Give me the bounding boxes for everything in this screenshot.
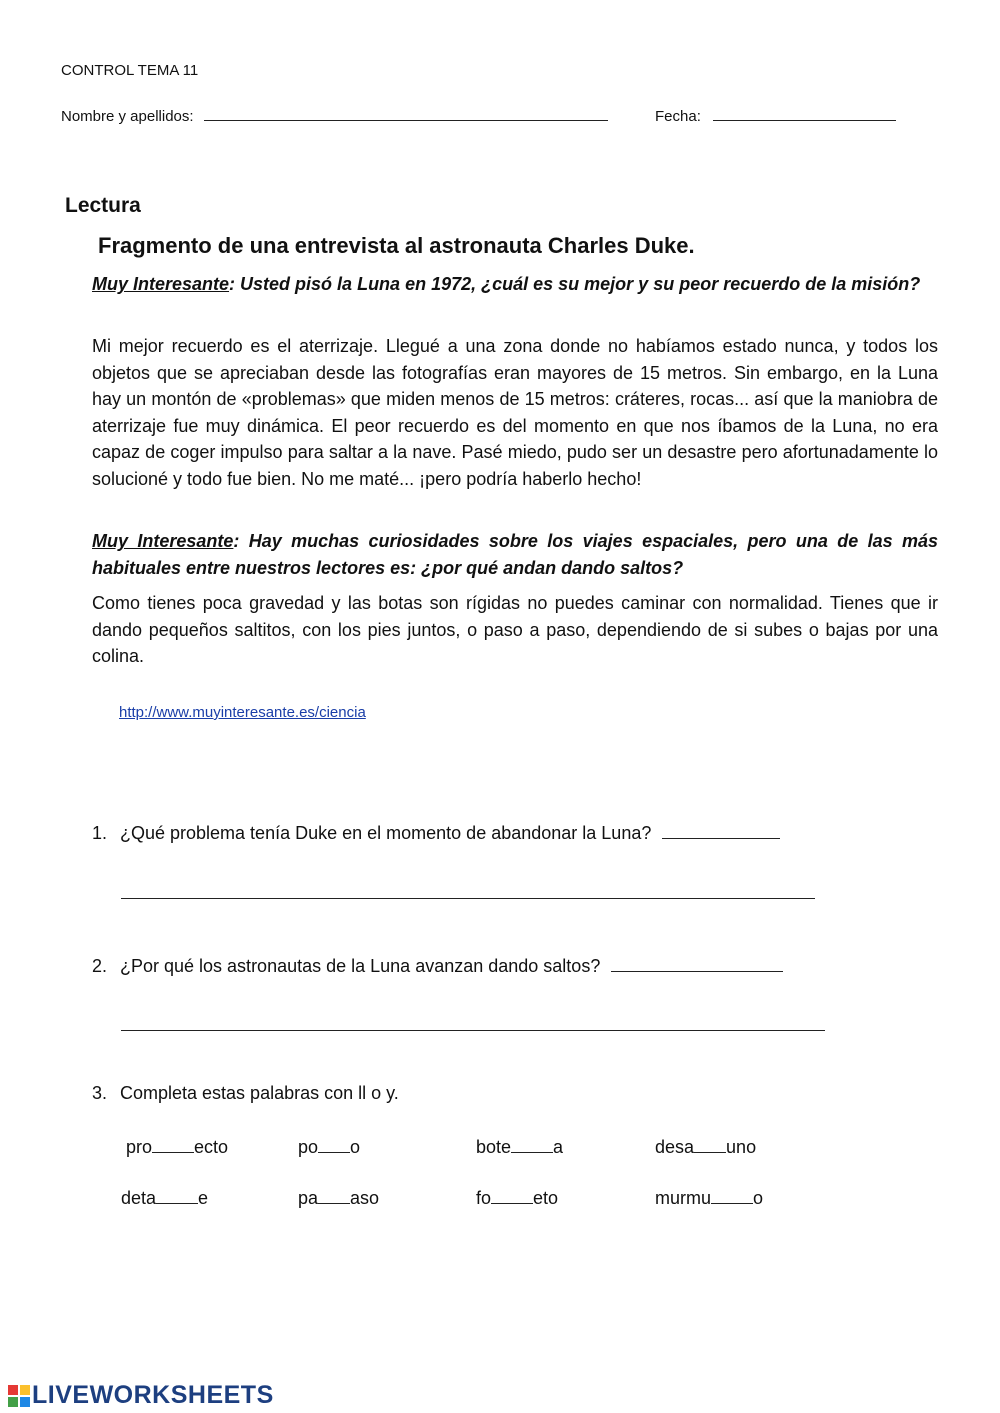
answer-line-2[interactable] (121, 1030, 825, 1031)
interview-answer-2: Como tienes poca gravedad y las botas son rígidas no puedes caminar con normalidad. Tienes que ir dando pequeños saltitos, con los pies juntos, o paso a paso, dependiendo de si subes o bajas por una colina. (92, 593, 938, 666)
word-suffix: a (553, 1137, 564, 1157)
date-label: Fecha: (655, 108, 701, 125)
word-prefix: murmu (655, 1188, 712, 1208)
word-gap[interactable] (491, 1189, 533, 1204)
word-suffix: aso (350, 1188, 380, 1208)
question-number: 3. (92, 1083, 108, 1103)
name-blank[interactable] (204, 105, 608, 121)
question-text: : Usted pisó la Luna en 1972, ¿cuál es su mejor y su peor recuerdo de la misión? (229, 274, 921, 294)
word-item (655, 1188, 763, 1209)
word-gap[interactable] (511, 1138, 553, 1153)
word-item (655, 1137, 756, 1158)
section-title: Lectura (65, 194, 141, 217)
interview-question-2 (92, 528, 938, 581)
source-link[interactable]: http://www.muyinteresante.es/ciencia (119, 704, 366, 721)
date-field (655, 105, 896, 125)
word-suffix: o (753, 1188, 764, 1208)
word-suffix: o (350, 1137, 361, 1157)
logo-icon (8, 1385, 30, 1407)
question-2 (92, 955, 783, 977)
question-number: 2. (92, 956, 108, 976)
word-item (298, 1188, 379, 1209)
word-prefix: desa (655, 1137, 695, 1157)
word-suffix: eto (533, 1188, 559, 1208)
question-3 (92, 1083, 399, 1104)
article-title: Fragmento de una entrevista al astronauta Charles Duke. (98, 233, 695, 258)
word-gap[interactable] (156, 1189, 198, 1204)
source-name: Muy Interesante (92, 274, 230, 294)
word-prefix: bote (476, 1137, 512, 1157)
word-item (476, 1188, 558, 1209)
question-1 (92, 822, 780, 844)
liveworksheets-logo (8, 1381, 274, 1410)
interview-answer-1: Mi mejor recuerdo es el aterrizaje. Llegué a una zona donde no habíamos estado nunca, y todos los objetos que se apreciaban desde las fotografías eran mayores de 15 metros. Sin embargo, en la Luna hay un montón de «problemas» que miden menos de 15 metros: cráteres, rocas... así que la maniobra de aterrizaje fue muy dinámica. El peor recuerdo es del momento en que nos íbamos de la Luna, no era capaz de coger impulso para saltar a la nave. Pasé miedo, pudo ser un desastre pero afortunadamente lo solucioné y todo fue bien. No me maté... ¡pero podría haberlo hecho! (92, 336, 938, 489)
word-prefix: deta (121, 1188, 157, 1208)
question-text: ¿Por qué los astronautas de la Luna avanzan dando saltos? (120, 956, 601, 976)
word-item (298, 1137, 360, 1158)
question-text: Completa estas palabras con ll o y. (120, 1083, 399, 1103)
word-item (126, 1137, 228, 1158)
date-blank[interactable] (713, 105, 896, 121)
answer-blank[interactable] (662, 822, 780, 839)
word-prefix: pa (298, 1188, 319, 1208)
question-text: : Hay muchas curiosidades sobre los viajes espaciales, pero una de las más habituales entre nuestros lectores es: ¿por qué andan dando saltos? (92, 531, 938, 578)
word-suffix: e (198, 1188, 209, 1208)
word-prefix: fo (476, 1188, 492, 1208)
word-gap[interactable] (152, 1138, 194, 1153)
answer-line-1[interactable] (121, 898, 815, 899)
question-text: ¿Qué problema tenía Duke en el momento de abandonar la Luna? (120, 823, 652, 843)
word-gap[interactable] (694, 1138, 726, 1153)
answer-blank[interactable] (611, 955, 783, 972)
interview-question-1 (92, 271, 938, 298)
question-number: 1. (92, 823, 108, 843)
word-prefix: po (298, 1137, 319, 1157)
source-name: Muy Interesante (92, 531, 234, 551)
word-prefix: pro (126, 1137, 153, 1157)
word-item (121, 1188, 208, 1209)
word-suffix: ecto (194, 1137, 229, 1157)
name-field (61, 105, 608, 125)
name-label: Nombre y apellidos: (61, 108, 194, 125)
word-suffix: uno (726, 1137, 757, 1157)
word-item (476, 1137, 563, 1158)
word-gap[interactable] (711, 1189, 753, 1204)
word-gap[interactable] (318, 1138, 350, 1153)
document-title: CONTROL TEMA 11 (61, 62, 199, 79)
logo-text: LIVEWORKSHEETS (32, 1381, 274, 1409)
word-gap[interactable] (318, 1189, 350, 1204)
